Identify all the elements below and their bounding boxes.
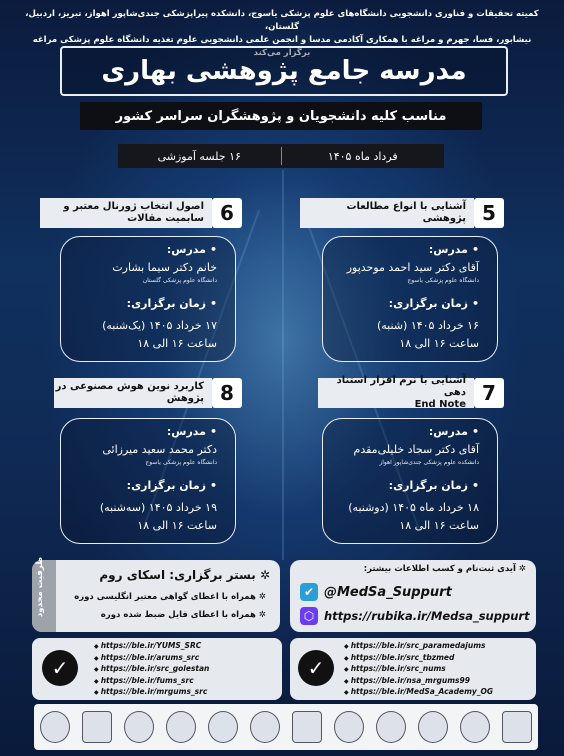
- session-date: ۱۶ خرداد ۱۴۰۵ (شنبه): [376, 319, 479, 332]
- link-list: [344, 640, 493, 698]
- instructor-name: خانم دکتر سیما بشارت: [112, 261, 217, 274]
- telegram-link[interactable]: [300, 582, 452, 602]
- session-date: ۱۸ خرداد ماه ۱۴۰۵ (دوشنبه): [348, 501, 479, 514]
- telegram-icon: ✔: [300, 583, 318, 601]
- venue-feature-text: همراه با اعطای گواهی معتبر انگلیسی دوره: [74, 592, 256, 602]
- star-icon: ✲: [515, 564, 526, 574]
- topic-title: [54, 378, 212, 408]
- sessions-text: ۱۶ جلسه آموزشی: [157, 149, 241, 163]
- topic-title-line: اصول انتخاب ژورنال معتبر و: [63, 201, 204, 212]
- link-item[interactable]: ◆ https://ble.ir/src_golestan: [94, 663, 209, 675]
- link-item[interactable]: ◆ https://ble.ir/nsa_mrgums99: [344, 675, 493, 687]
- session-hours: ساعت ۱۶ الی ۱۸: [399, 519, 479, 532]
- topic-title-line: کاربرد نوین هوش مصنوعی در: [55, 381, 204, 392]
- venue-feature: [74, 592, 266, 602]
- venue-title: [99, 568, 270, 582]
- university-logo: [40, 711, 70, 743]
- topic-title-line: سابمیت مقالات: [127, 213, 204, 224]
- topic-number-badge: 6: [212, 198, 242, 228]
- session-hours: ساعت ۱۶ الی ۱۸: [399, 337, 479, 350]
- instructor-affiliation: دانشگاه علوم پزشکی یاسوج: [407, 277, 479, 284]
- divider: [281, 147, 282, 165]
- link-item[interactable]: ◆ https://ble.ir/mrgums_src: [94, 686, 209, 698]
- university-logo: [292, 711, 322, 743]
- venue-feature: [101, 610, 266, 620]
- instructor-label: • مدرس:: [167, 425, 217, 438]
- links-panel-right: [290, 638, 536, 700]
- university-logo: [460, 711, 490, 743]
- venue-feature-text: همراه با اعطای فایل ضبط شده دوره: [100, 610, 256, 620]
- university-logo: [208, 711, 238, 743]
- page-title: مدرسه جامع پژوهشی بهاری: [101, 56, 467, 86]
- topic-title-line: پژوهشی: [422, 213, 466, 224]
- topic-title-line: End Note: [414, 399, 466, 410]
- time-label: • زمان برگزاری:: [127, 479, 217, 492]
- topic-title-line: آشنایی با انواع مطالعات: [346, 201, 466, 212]
- capacity-tab: [32, 556, 56, 632]
- link-item[interactable]: ◆ https://ble.ir/MedSa_Academy_OG: [344, 686, 493, 698]
- instructor-label: • مدرس:: [429, 243, 479, 256]
- topic-title: [300, 198, 474, 228]
- session-hours: ساعت ۱۶ الی ۱۸: [137, 337, 217, 350]
- topic-card: [60, 418, 236, 544]
- topic-title: [40, 198, 212, 228]
- time-label: • زمان برگزاری:: [127, 297, 217, 310]
- instructor-affiliation: دانشکده علوم پزشکی جندی‌شاپور اهواز: [379, 459, 479, 466]
- rubika-link[interactable]: [300, 606, 530, 626]
- capacity-label: ظرفیت محدود: [35, 556, 45, 618]
- instructor-name: آقای دکتر سید احمد موحدپور: [346, 261, 479, 274]
- registration-panel: [290, 560, 536, 632]
- star-icon: ✲: [255, 568, 270, 582]
- university-logo: [82, 711, 112, 743]
- link-item[interactable]: ◆ https://ble.ir/fums_src: [94, 675, 209, 687]
- instructor-label: • مدرس:: [429, 425, 479, 438]
- university-logo: [166, 711, 196, 743]
- instructor-name: آقای دکتر سجاد خلیلی‌مقدم: [353, 443, 479, 456]
- university-logo: [250, 711, 280, 743]
- instructor-affiliation: دانشگاه علوم پزشکی گلستان: [142, 277, 217, 284]
- link-item[interactable]: ◆ https://ble.ir/src_paramedajums: [344, 640, 493, 652]
- medsa-logo: [502, 711, 532, 743]
- link-list: [94, 640, 209, 698]
- check-icon: ✓: [298, 650, 334, 686]
- session-hours: ساعت ۱۶ الی ۱۸: [137, 519, 217, 532]
- instructor-name: دکتر محمد سعید میرزائی: [102, 443, 217, 456]
- star-icon: ✲: [255, 610, 266, 620]
- star-icon: ✲: [255, 592, 266, 602]
- link-item[interactable]: ◆ https://ble.ir/YUMS_SRC: [94, 640, 209, 652]
- date-bar: [118, 144, 444, 168]
- organizers-line: نیشابور، فسا، جهرم و مراغه با همکاری آکادمی مدسا و انجمن علمی دانشجویی علوم تغذیه دانشگاه علوم پزشکی مراغه برگزار می‌کند: [32, 35, 532, 58]
- registration-title-text: آیدی ثبت‌نام و کسب اطلاعات بیشتر:: [363, 564, 516, 574]
- session-date: ۱۷ خرداد ۱۴۰۵ (یک‌شنبه): [102, 319, 217, 332]
- rubika-icon: ⬡: [300, 607, 318, 625]
- topic-title-line: پژوهش: [166, 393, 204, 404]
- subtitle: مناسب کلیه دانشجویان و پژوهشگران سراسر کشور: [115, 108, 447, 124]
- university-logo: [334, 711, 364, 743]
- topic-card: [60, 236, 236, 362]
- title-box: [60, 46, 508, 96]
- link-item[interactable]: ◆ https://ble.ir/src_tbzmed: [344, 652, 493, 664]
- rubika-url[interactable]: https://rubika.ir/Medsa_suppurt: [324, 609, 530, 623]
- session-date: ۱۹ خرداد ۱۴۰۵ (سه‌شنبه): [99, 501, 217, 514]
- time-label: • زمان برگزاری:: [389, 479, 479, 492]
- topic-title-line: آشنایی با نرم افزار استناد دهی: [336, 375, 466, 398]
- time-label: • زمان برگزاری:: [389, 297, 479, 310]
- link-item[interactable]: ◆ https://ble.ir/arums_src: [94, 652, 209, 664]
- topic-title: [318, 375, 474, 410]
- university-logo: [376, 711, 406, 743]
- university-logo: [124, 711, 154, 743]
- topic-number-badge: 8: [212, 378, 242, 408]
- venue-title-text: بستر برگزاری: اسکای روم: [99, 568, 256, 582]
- logos-strip: [34, 704, 538, 750]
- check-icon: ✓: [42, 650, 78, 686]
- light-ray: [282, 170, 284, 560]
- topic-number-badge: 7: [474, 378, 504, 408]
- telegram-id[interactable]: @MedSa_Suppurt: [324, 584, 452, 600]
- instructor-label: • مدرس:: [167, 243, 217, 256]
- university-logo: [418, 711, 448, 743]
- topic-number-badge: 5: [474, 198, 504, 228]
- topic-card: [322, 418, 498, 544]
- link-item[interactable]: ◆ https://ble.ir/src_nums: [344, 663, 493, 675]
- registration-title: [364, 564, 526, 574]
- date-text: فرداد ماه ۱۴۰۵: [327, 149, 398, 163]
- organizers-line: کمیته تحقیقات و فناوری دانشجویی دانشگاه‌های علوم پزشکی یاسوج، دانشکده پیراپزشکی جندی‌شاپور اهواز، تبریز، اردبیل، گلستان،: [25, 9, 539, 32]
- venue-panel: [32, 556, 280, 632]
- topic-card: [322, 236, 498, 362]
- links-panel-left: [32, 638, 282, 700]
- instructor-affiliation: دانشگاه علوم پزشکی یاسوج: [145, 459, 217, 466]
- subtitle-box: [80, 102, 482, 130]
